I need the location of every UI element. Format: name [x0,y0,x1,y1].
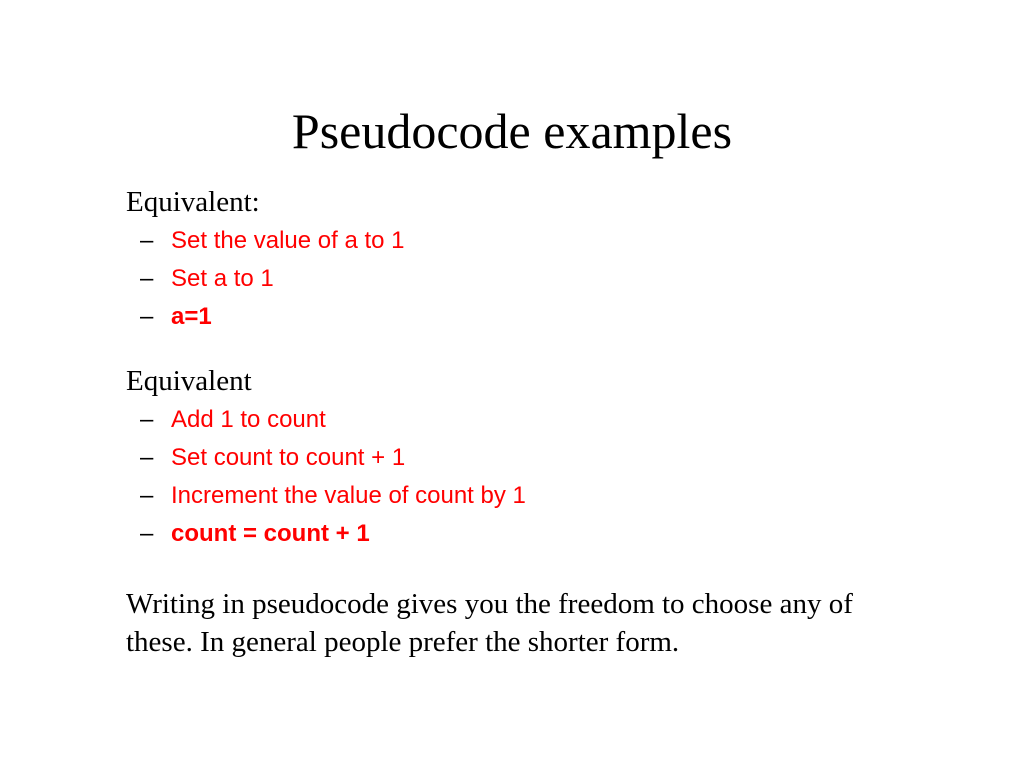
list-item [126,298,916,336]
list-item-code: count = count + 1 [171,520,370,547]
dash-bullet: – [140,406,154,433]
dash-bullet: – [140,444,154,471]
list-item-text: Set the value of a to 1 [171,227,405,254]
equivalent-group-2 [126,363,916,553]
list-item [126,401,916,439]
list-item-code: a=1 [171,303,212,330]
list-item-text: Set count to count + 1 [171,444,406,471]
group-heading: Equivalent [126,365,252,397]
dash-bullet: – [140,265,154,292]
dash-bullet: – [140,227,154,254]
dash-bullet: – [140,482,154,509]
dash-bullet: – [140,520,154,547]
list-item [126,477,916,515]
closing-paragraph: Writing in pseudocode gives you the freedom to choose any of these. In general people prefer the shorter form. [126,588,853,658]
equivalent-list-1 [126,222,916,336]
list-item [126,515,916,553]
list-item [126,260,916,298]
list-item-text: Add 1 to count [171,406,326,433]
list-item [126,222,916,260]
slide-content [126,184,916,661]
slide-title: Pseudocode examples [291,103,733,159]
equivalent-list-2 [126,401,916,553]
dash-bullet: – [140,303,154,330]
list-item-text: Set a to 1 [171,265,274,292]
list-item [126,439,916,477]
equivalent-group-1 [126,184,916,336]
list-item-text: Increment the value of count by 1 [171,482,526,509]
group-heading: Equivalent: [126,186,260,218]
